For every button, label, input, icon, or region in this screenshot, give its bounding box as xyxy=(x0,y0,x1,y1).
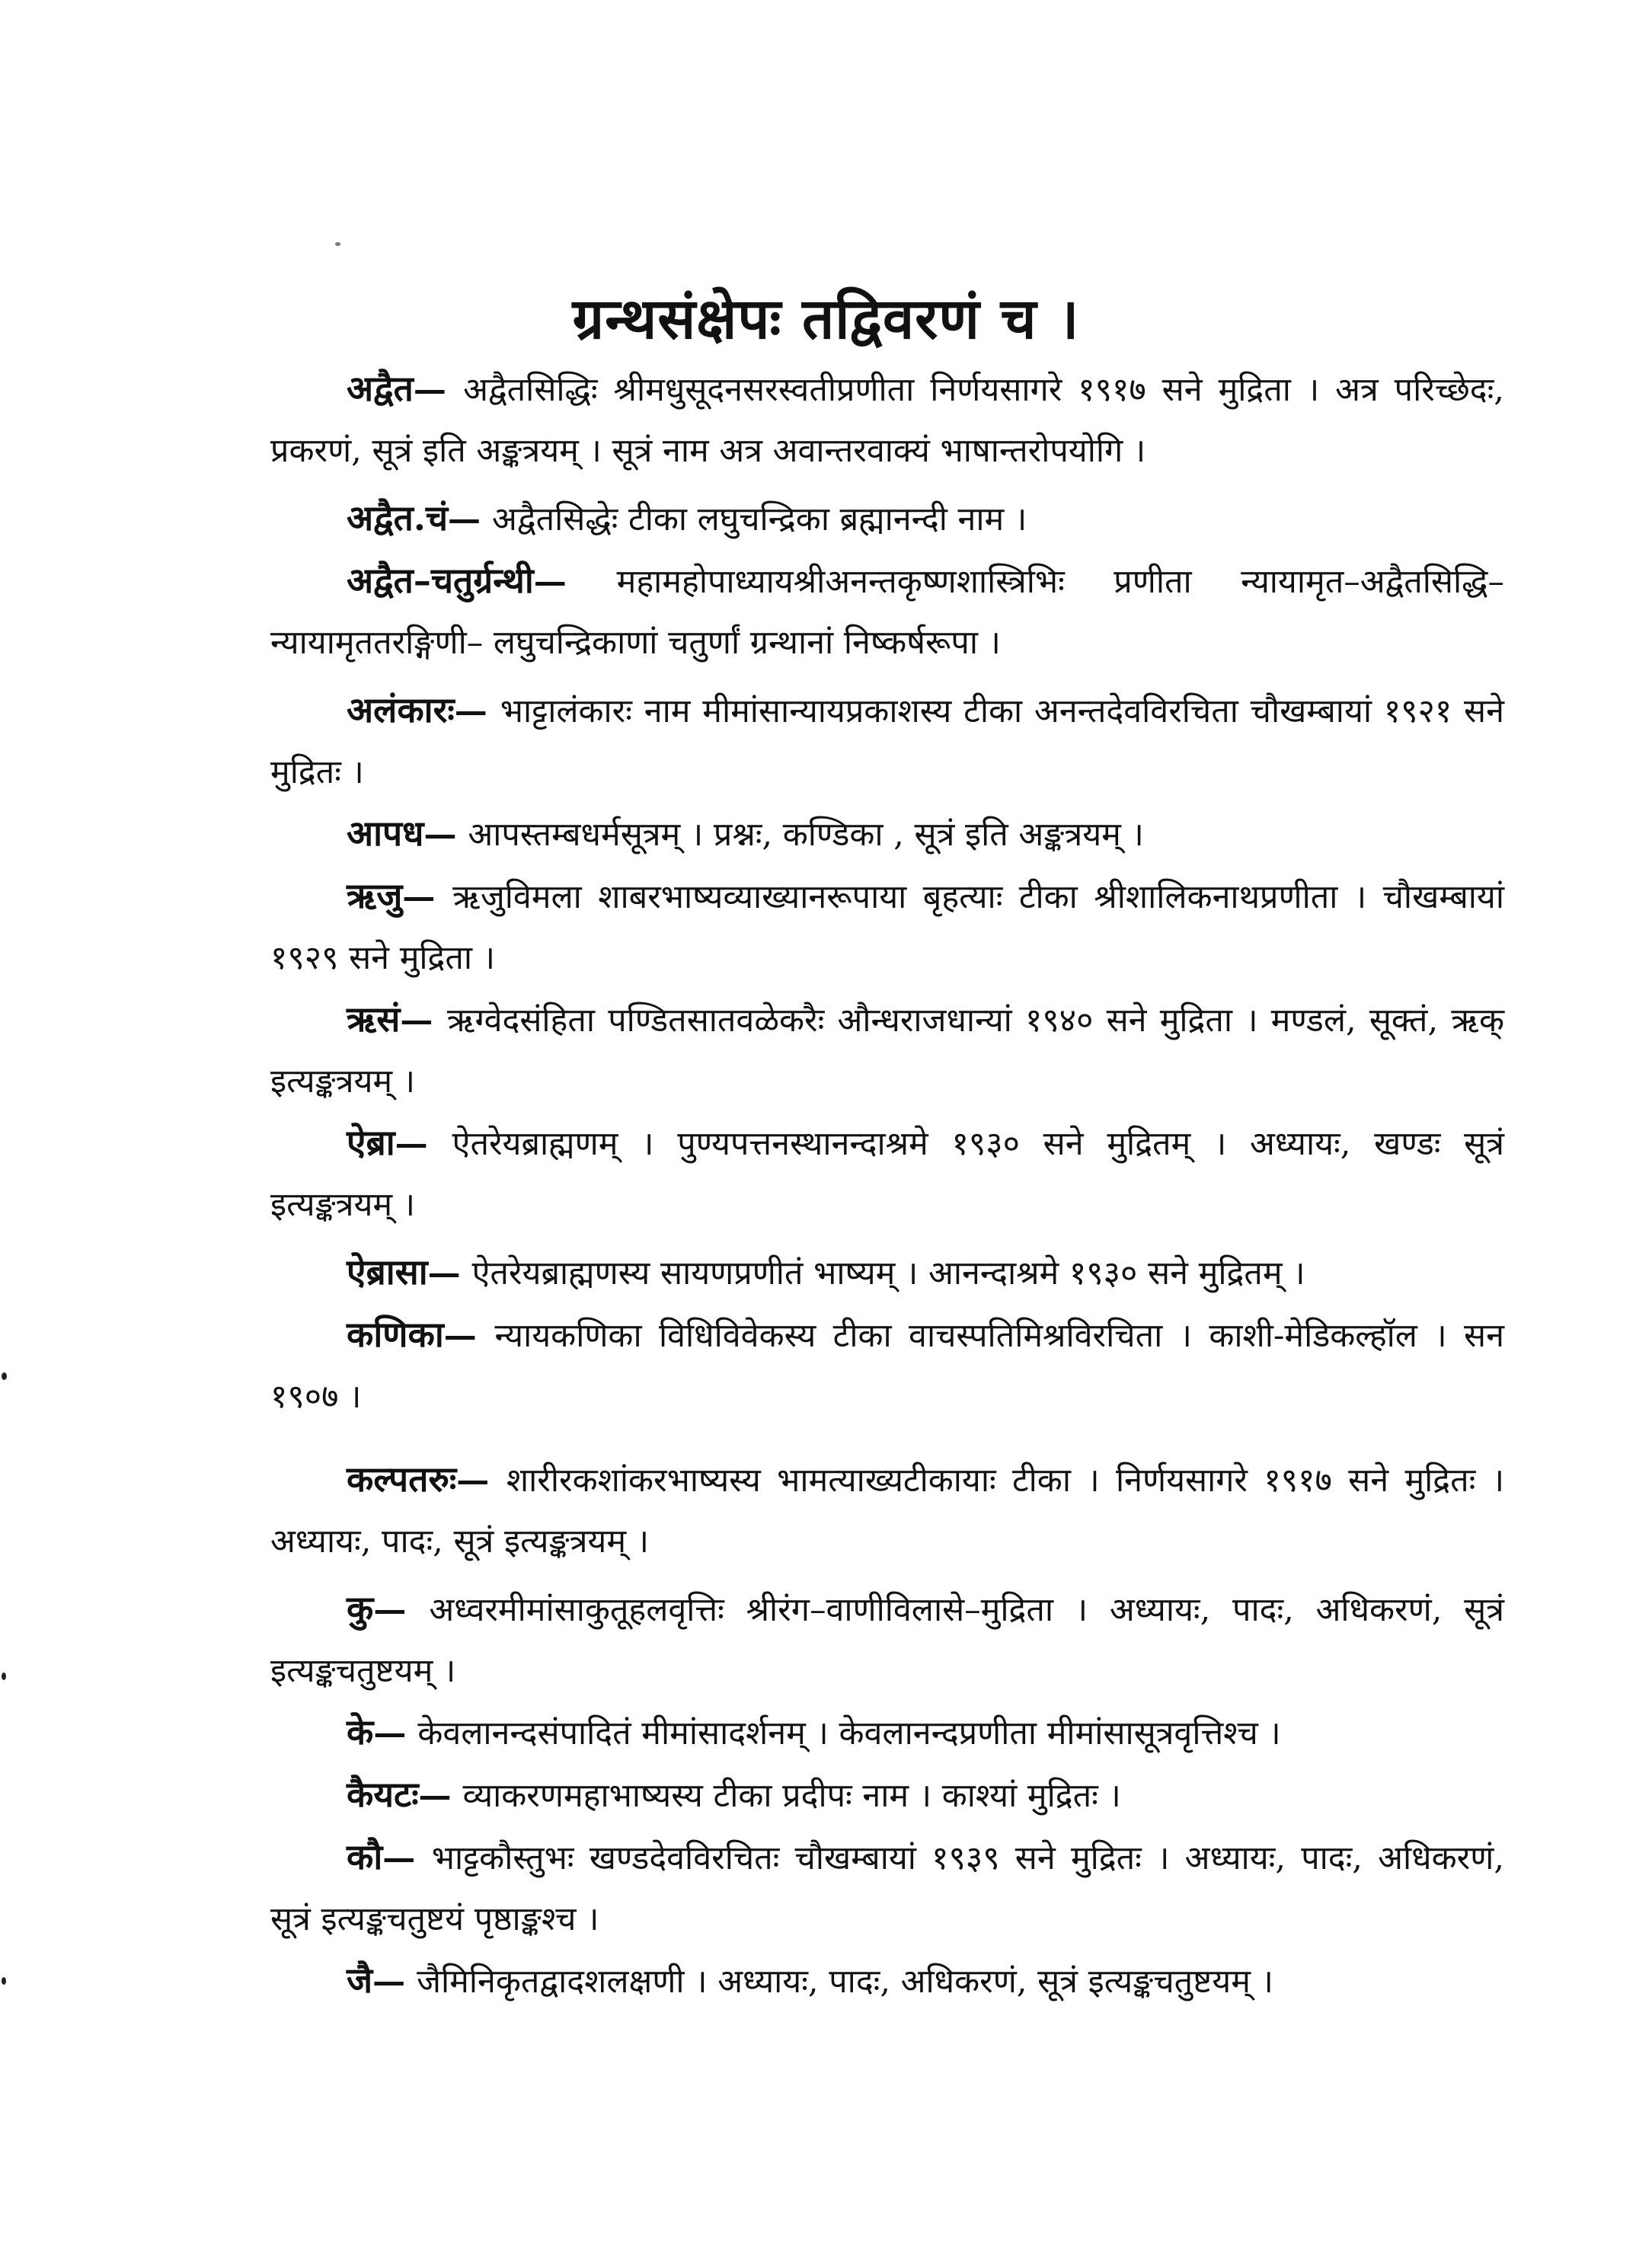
entry-description: अद्वैतसिद्धिः श्रीमधुसूदनसरस्वतीप्रणीता निर्णयसागरे १९१७ सने मुद्रिता । अत्र परिच्छेदः, प्रकरणं, सूत्रं इति अङ्कत्रयम् । सूत्रं नाम अत्र अवान्तरवाक्यं भाषान्तरोपयोगि । xyxy=(270,371,1504,470)
entry-description: ऋजुविमला शाबरभाष्यव्याख्यानरूपाया बृहत्याः टीका श्रीशालिकनाथप्रणीता । चौखम्बायां १९२९ सने मुद्रिता । xyxy=(270,878,1504,977)
abbreviation-entry: अद्वैत–चतुर्ग्रन्थी— महामहोपाध्यायश्रीअनन्तकृष्णशास्त्रिभिः प्रणीता न्यायामृत–अद्वैतसिद्धि–न्यायामृततरङ्गिणी– लघुचन्द्रिकाणां चतुर्णां ग्रन्थानां निष्कर्षरूपा । xyxy=(270,560,1504,662)
abbreviation-entry: के— केवलानन्दसंपादितं मीमांसादर्शनम् । केवलानन्दप्रणीता मीमांसासूत्रवृत्तिश्च । xyxy=(347,1711,1281,1752)
entry-abbreviation: ऋसं xyxy=(347,998,401,1040)
entry-description: आपस्तम्बधर्मसूत्रम् । प्रश्नः, कण्डिका , सूत्रं इति अङ्कत्रयम् । xyxy=(468,816,1144,854)
print-speck xyxy=(2,1977,6,1985)
entry-abbreviation: कल्पतरुः xyxy=(347,1458,457,1500)
entry-abbreviation: ऐब्रासा xyxy=(347,1251,428,1292)
entry-abbreviation: कणिका xyxy=(347,1314,444,1355)
entry-description: भाट्टालंकारः नाम मीमांसान्यायप्रकाशस्य टीका अनन्तदेवविरचिता चौखम्बायां १९२१ सने मुद्रितः । xyxy=(270,692,1504,791)
abbreviation-entry: कल्पतरुः— शारीरकशांकरभाष्यस्य भामत्याख्यटीकायाः टीका । निर्णयसागरे १९१७ सने मुद्रितः । अध्यायः, पादः, सूत्रं इत्यङ्कत्रयम् । xyxy=(270,1458,1504,1561)
abbreviation-entry: कु— अध्वरमीमांसाकुतूहलवृत्तिः श्रीरंग–वाणीविलासे–मुद्रिता । अध्यायः, पादः, अधिकरणं, सूत्रं इत्यङ्कचतुष्टयम् । xyxy=(270,1588,1504,1690)
abbreviation-entry: कणिका— न्यायकणिका विधिविवेकस्य टीका वाचस्पतिमिश्रविरचिता । काशी-मेडिकल्हॉल । सन १९०७ । xyxy=(270,1314,1504,1416)
abbreviation-entry: कैयटः— व्याकरणमहाभाष्यस्य टीका प्रदीपः नाम । काश्यां मुद्रितः । xyxy=(347,1774,1121,1815)
entry-abbreviation: आपध xyxy=(347,813,424,854)
entry-abbreviation: अलंकारः xyxy=(347,689,455,730)
entry-description: केवलानन्दसंपादितं मीमांसादर्शनम् । केवलानन्दप्रणीता मीमांसासूत्रवृत्तिश्च । xyxy=(417,1714,1281,1752)
abbreviation-entry: ऐब्रा— ऐतरेयब्राह्मणम् । पुण्यपत्तनस्थानन्दाश्रमे १९३० सने मुद्रितम् । अध्यायः, खण्डः सूत्रं इत्यङ्कत्रयम् । xyxy=(270,1122,1504,1224)
entry-abbreviation: कैयटः xyxy=(347,1774,419,1815)
abbreviation-entry: कौ— भाट्टकौस्तुभः खण्डदेवविरचितः चौखम्बायां १९३९ सने मुद्रितः । अध्यायः, पादः, अधिकरणं, सूत्रं इत्यङ्कचतुष्टयं पृष्ठाङ्कश्च । xyxy=(270,1836,1504,1938)
abbreviation-list xyxy=(270,358,1504,2012)
entry-description: व्याकरणमहाभाष्यस्य टीका प्रदीपः नाम । काश्यां मुद्रितः । xyxy=(462,1777,1121,1815)
entry-description: न्यायकणिका विधिविवेकस्य टीका वाचस्पतिमिश्रविरचिता । काशी-मेडिकल्हॉल । सन १९०७ । xyxy=(270,1317,1504,1416)
print-speck xyxy=(2,1372,7,1380)
entry-abbreviation: के xyxy=(347,1711,374,1752)
entry-abbreviation: ऋजु xyxy=(347,875,403,916)
abbreviation-entry: अलंकारः— भाट्टालंकारः नाम मीमांसान्यायप्रकाशस्य टीका अनन्तदेवविरचिता चौखम्बायां १९२१ सने मुद्रितः । xyxy=(270,689,1504,791)
abbreviation-entry: अद्वैत.चं— अद्वैतसिद्धेः टीका लघुचन्द्रिका ब्रह्मानन्दी नाम । xyxy=(347,497,1027,538)
entry-abbreviation: कु xyxy=(347,1588,374,1629)
entry-description: जैमिनिकृतद्वादशलक्षणी । अध्यायः, पादः, अधिकरणं, सूत्रं इत्यङ्कचतुष्टयम् । xyxy=(417,1963,1273,2001)
abbreviation-entry: जै— जैमिनिकृतद्वादशलक्षणी । अध्यायः, पादः, अधिकरणं, सूत्रं इत्यङ्कचतुष्टयम् । xyxy=(347,1960,1273,2001)
entry-description: अध्वरमीमांसाकुतूहलवृत्तिः श्रीरंग–वाणीविलासे–मुद्रिता । अध्यायः, पादः, अधिकरणं, सूत्रं इत्यङ्कचतुष्टयम् । xyxy=(270,1591,1504,1690)
entry-abbreviation: जै xyxy=(347,1960,373,2001)
entry-abbreviation: कौ xyxy=(347,1836,383,1877)
entry-abbreviation: अद्वैत–चतुर्ग्रन्थी xyxy=(347,560,534,601)
entry-description: ऐतरेयब्राह्मणम् । पुण्यपत्तनस्थानन्दाश्रमे १९३० सने मुद्रितम् । अध्यायः, खण्डः सूत्रं इत्यङ्कत्रयम् । xyxy=(270,1125,1504,1224)
entry-abbreviation: ऐब्रा xyxy=(347,1122,395,1163)
entry-description: शारीरकशांकरभाष्यस्य भामत्याख्यटीकायाः टीका । निर्णयसागरे १९१७ सने मुद्रितः । अध्यायः, पादः, सूत्रं इत्यङ्कत्रयम् । xyxy=(270,1462,1504,1561)
print-speck xyxy=(335,242,340,246)
print-speck xyxy=(2,1672,6,1680)
abbreviation-entry: अद्वैत— अद्वैतसिद्धिः श्रीमधुसूदनसरस्वतीप्रणीता निर्णयसागरे १९१७ सने मुद्रिता । अत्र परिच्छेदः, प्रकरणं, सूत्रं इति अङ्कत्रयम् । सूत्रं नाम अत्र अवान्तरवाक्यं भाषान्तरोपयोगि । xyxy=(270,368,1504,470)
entry-abbreviation: अद्वैत xyxy=(347,368,414,409)
entry-description: अद्वैतसिद्धेः टीका लघुचन्द्रिका ब्रह्मानन्दी नाम । xyxy=(492,500,1027,538)
entry-description: ऐतरेयब्राह्मणस्य सायणप्रणीतं भाष्यम् । आनन्दाश्रमे १९३० सने मुद्रितम् । xyxy=(471,1254,1305,1292)
page-title: ग्रन्थसंक्षेपः तद्विवरणं च । xyxy=(572,286,1080,352)
abbreviation-entry: ऋजु— ऋजुविमला शाबरभाष्यव्याख्यानरूपाया बृहत्याः टीका श्रीशालिकनाथप्रणीता । चौखम्बायां १९२९ सने मुद्रिता । xyxy=(270,875,1504,977)
abbreviation-entry: आपध— आपस्तम्बधर्मसूत्रम् । प्रश्नः, कण्डिका , सूत्रं इति अङ्कत्रयम् । xyxy=(347,813,1144,854)
abbreviation-entry: ऐब्रासा— ऐतरेयब्राह्मणस्य सायणप्रणीतं भाष्यम् । आनन्दाश्रमे १९३० सने मुद्रितम् । xyxy=(347,1251,1305,1292)
abbreviation-entry: ऋसं— ऋग्वेदसंहिता पण्डितसातवळेकरैः औन्धराजधान्यां १९४० सने मुद्रिता । मण्डलं, सूक्तं, ऋक् इत्यङ्कत्रयम् । xyxy=(270,998,1504,1101)
entry-description: ऋग्वेदसंहिता पण्डितसातवळेकरैः औन्धराजधान्यां १९४० सने मुद्रिता । मण्डलं, सूक्तं, ऋक् इत्यङ्कत्रयम् । xyxy=(270,1002,1504,1101)
entry-abbreviation: अद्वैत.चं xyxy=(347,497,449,538)
entry-description: भाट्टकौस्तुभः खण्डदेवविरचितः चौखम्बायां १९३९ सने मुद्रितः । अध्यायः, पादः, अधिकरणं, सूत्रं इत्यङ्कचतुष्टयं पृष्ठाङ्कश्च । xyxy=(270,1839,1504,1938)
entry-description: महामहोपाध्यायश्रीअनन्तकृष्णशास्त्रिभिः प्रणीता न्यायामृत–अद्वैतसिद्धि–न्यायामृततरङ्गिणी– लघुचन्द्रिकाणां चतुर्णां ग्रन्थानां निष्कर्षरूपा । xyxy=(270,563,1504,662)
